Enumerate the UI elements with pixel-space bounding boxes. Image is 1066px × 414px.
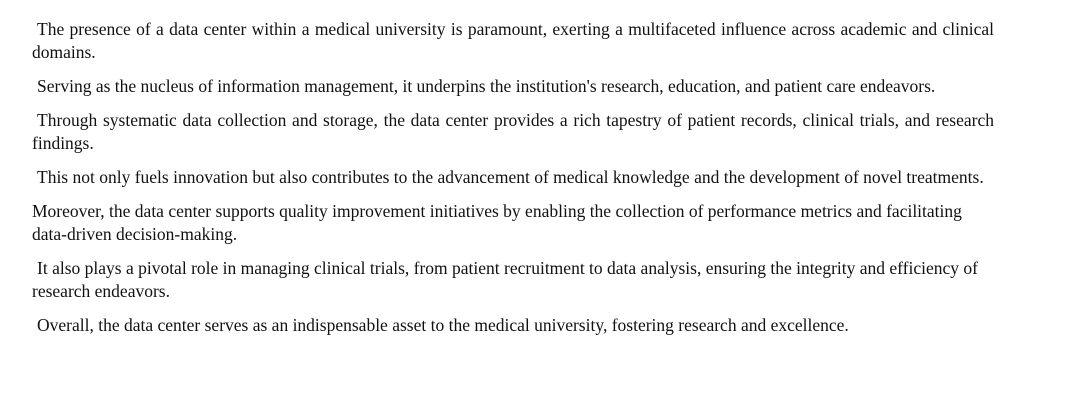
paragraph-nucleus: Serving as the nucleus of information management, it underpins the institution's research, education, and patient care endeavors. bbox=[37, 76, 936, 96]
paragraph-presence: The presence of a data center within a medical university is paramount, exerting a multifaceted influence across academic and clinical domains. bbox=[32, 19, 994, 62]
paragraph-innovation: This not only fuels innovation but also contributes to the advancement of medical knowledge and the development of novel treatments. bbox=[37, 167, 984, 187]
paragraph-quality-improvement: Moreover, the data center supports quality improvement initiatives by enabling the collection of performance metrics and facilitating data-driven decision-making. bbox=[32, 201, 962, 244]
paragraph-clinical-trials: It also plays a pivotal role in managing clinical trials, from patient recruitment to data analysis, ensuring the integrity and efficiency of research endeavors. bbox=[32, 258, 978, 301]
document-body bbox=[32, 18, 994, 348]
paragraph-data-collection: Through systematic data collection and storage, the data center provides a rich tapestry of patient records, clinical trials, and research findings. bbox=[32, 110, 994, 153]
paragraph-overall: Overall, the data center serves as an indispensable asset to the medical university, fostering research and excellence. bbox=[37, 315, 849, 335]
